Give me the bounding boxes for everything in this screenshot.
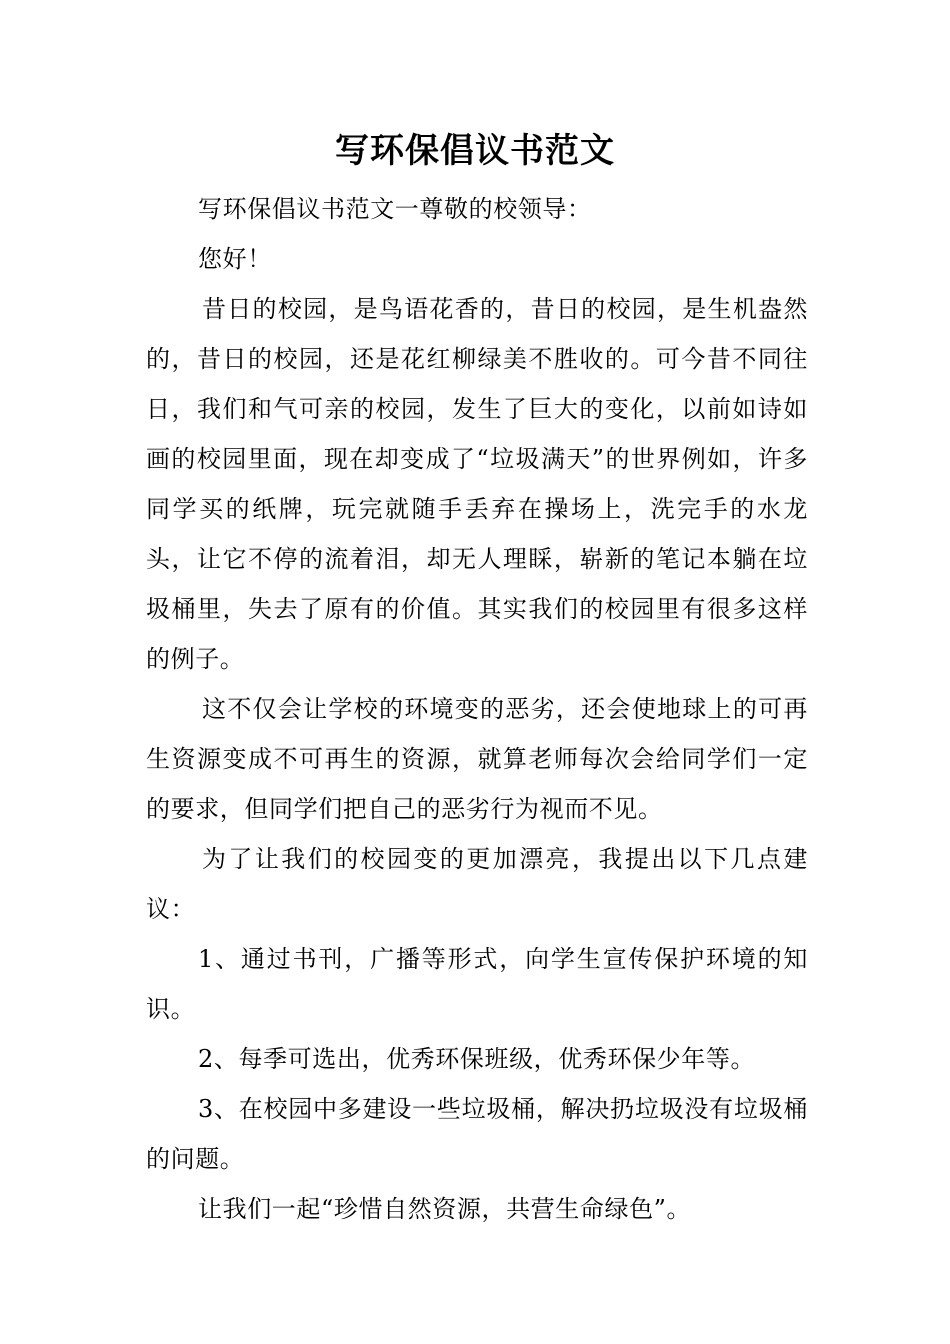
closing-line: 让我们一起“珍惜自然资源，共营生命绿色”。	[198, 1195, 692, 1223]
salutation-line: 写环保倡议书范文一尊敬的校领导：	[198, 195, 592, 223]
document-body	[146, 184, 808, 1234]
paragraph-campus-past: 昔日的校园，是鸟语花香的，昔日的校园，是生机盎然的，昔日的校园，还是花红柳绿美不胜收的。可今昔不同往日，我们和气可亲的校园，发生了巨大的变化，以前如诗如画的校园里面，现在却变成了“垃圾满天”的世界例如，许多同学买的纸牌，玩完就随手丢弃在操场上，洗完手的水龙头，让它不停的流着泪，却无人理睬，崭新的笔记本躺在垃圾桶里，失去了原有的价值。其实我们的校园里有很多这样的例子。	[146, 295, 808, 673]
suggestion-item-3: 3、在校园中多建设一些垃圾桶，解决扔垃圾没有垃圾桶的问题。	[146, 1095, 808, 1173]
greeting-line: 您好！	[198, 245, 272, 273]
paragraph-suggestions-intro: 为了让我们的校园变的更加漂亮，我提出以下几点建议：	[146, 845, 808, 923]
document-title: 写环保倡议书范文	[335, 131, 615, 171]
paragraph-consequences: 这不仅会让学校的环境变的恶劣，还会使地球上的可再生资源变成不可再生的资源，就算老师每次会给同学们一定的要求，但同学们把自己的恶劣行为视而不见。	[146, 695, 808, 823]
suggestion-item-1: 1、通过书刊，广播等形式，向学生宣传保护环境的知识。	[146, 945, 808, 1023]
suggestion-item-2: 2、每季可选出，优秀环保班级，优秀环保少年等。	[198, 1045, 756, 1073]
